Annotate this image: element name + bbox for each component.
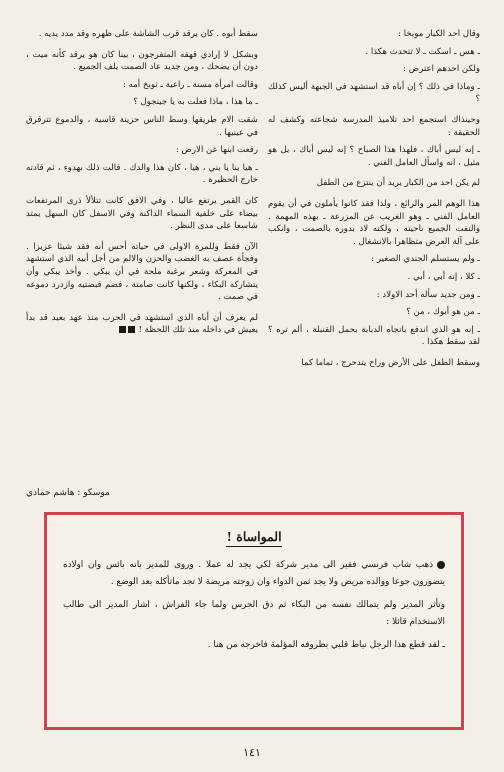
end-marks (117, 324, 135, 337)
closing-paragraph (26, 312, 258, 337)
paragraph: ـ هيا بنا يا بني ، هيا ، كان هذا والدك . قالت ذلك بهدوء ، ثم قادته خارج الحظيرة . (26, 162, 258, 186)
paragraph: ولكن احدهم اعترض : (403, 64, 480, 75)
paragraph: وقال احد الكبار موبخا : (398, 29, 480, 39)
paragraph: وسقط الطفل على الأرض وراح يتدحرج ، تماما كما (301, 357, 480, 368)
bullet-icon (437, 561, 445, 569)
left-text-column (26, 28, 258, 342)
paragraph: ـ ما هذا ، ماذا فعلت به يا جينجول ؟ (133, 97, 258, 108)
box-paragraph: ـ لقد قطع هذا الرجل نياط قلبي بظروفه المؤلمة فاخرجه من هنا . (207, 640, 445, 650)
paragraph: شقت الام طريقها وسط الناس حزينة قاسية ، والدموع تترقرق في عينيها . (26, 114, 258, 138)
paragraph: ـ ومن جديد سأله أحد الاولاد : (376, 289, 480, 300)
paragraph: وحينذاك استجمع احد تلاميذ المدرسة شجاعته وكشف له الحقيقة : (268, 114, 480, 138)
right-text-column (268, 28, 480, 374)
paragraph: لم يكن احد من الكبار يريد أن ينتزع من الطفل (316, 178, 480, 189)
box-title (63, 529, 445, 551)
paragraph: كان القمر يرتفع عاليا ، وفي الافق كانت تتلألأ ذرى المرتفعات بيضاء على خلفية السماء الداكنة وفي الاسفل كان السهل يمتد شاسعا على مدى النظر . (26, 195, 258, 232)
paragraph: ـ كلا ، إنه أبي ، أبي . (407, 271, 480, 282)
paragraph: رفعت ابنها عن الارض : (175, 145, 258, 156)
square-mark-icon (119, 326, 126, 333)
anecdote-box (44, 512, 464, 730)
author-credit: موسكو : هاشم حمادي (26, 488, 110, 498)
paragraph: ـ من هو أبوك ، من ؟ (406, 307, 480, 318)
paragraph: ـ هس ـ اسكت ـ لا تتحدث هكذا . (365, 46, 480, 57)
paragraph: وبشكل لا إرادي قهقه المتفرجون ، بينا كان هو يرقد كأنه ميت ، دون أن يضحك ، ومن جديد عاد الصمت يلف الجميع . (26, 49, 258, 73)
paragraph: الآن فقط وللمرة الاولى في حياته أحس أنه فقد شيئا عزيزا . وفجأة عصف به الغضب والحزن والالم من أجل أبيه الذي استشهد في المعركة وشعر برغبة ملحة في أن يبكي . وأخذ يبكي وأن يتشاركه البكاء ، ولكنها كانت صامتة ، فضم قبضتيه وازدرد دموعه في صمت . (26, 241, 258, 303)
box-paragraph-text: ذهب شاب فرنسي فقير الى مدير شركة لكي يجد له عملا . وروى للمدير بانه بائس وان اولاده يتضورون جوعا ووالده مريض ولا يجد ثمن الدواء وان زوجته مريضة لا تجد ماتأكله بعد الوضع . (63, 560, 445, 587)
paragraph: ـ وماذا في ذلك ؟ إن أباه قد استشهد في الجبهة أليس كذلك ؟ (268, 81, 480, 105)
paragraph: ـ إنه ليس أباك ، فلهذا هذا الصباح ؟ إنه ليس أباك ، بل هو مثيل ، انه واسأل العامل الفني . (268, 145, 480, 168)
paragraph: هذا الوهم المر والرائع ، ولذا فقد كانوا يأملون في أن يقوم العامل الفني ـ وهو الغريب عن المزرعة ـ بهذه المهمة . والتفت الجميع ناحيته ، ولكنه لاذ بدوره بالصمت ، وانكب على آلة العرض متظاهرا بالانشغال . (268, 198, 480, 247)
square-mark-icon (128, 326, 135, 333)
paragraph: سقط أبوه . كان يرقد قرب الشاشة على ظهره وقد مدد يديه . (38, 29, 258, 39)
paragraph: وقالت امرأة مسنة ـ راعية ـ توبخ أمه : (122, 79, 258, 90)
box-paragraph: وتأثر المدير ولم يتمالك نفسه من البكاء ثم دق الجرس ولما جاء الفراش ، اشار المدير الى طالب الاستخدام قائلا : (63, 600, 445, 627)
box-paragraph (63, 557, 445, 591)
paragraph: ـ ولم يستسلم الجندي الصغير : (371, 254, 480, 265)
box-title-text: المواساة ! (226, 529, 281, 547)
paragraph-text: لم يعرف أن أباه الذي استشهد في الحرب منذ عهد بعيد قد بدأ يعيش في داخله منذ تلك اللحظة ! (26, 312, 258, 336)
page-number: ١٤١ (243, 746, 261, 759)
paragraph: ـ إنه هو الذي اندفع باتجاه الدبابة بحمل القنبلة ، ألم تره ؟ لقد سقط هكذا . (268, 324, 480, 348)
